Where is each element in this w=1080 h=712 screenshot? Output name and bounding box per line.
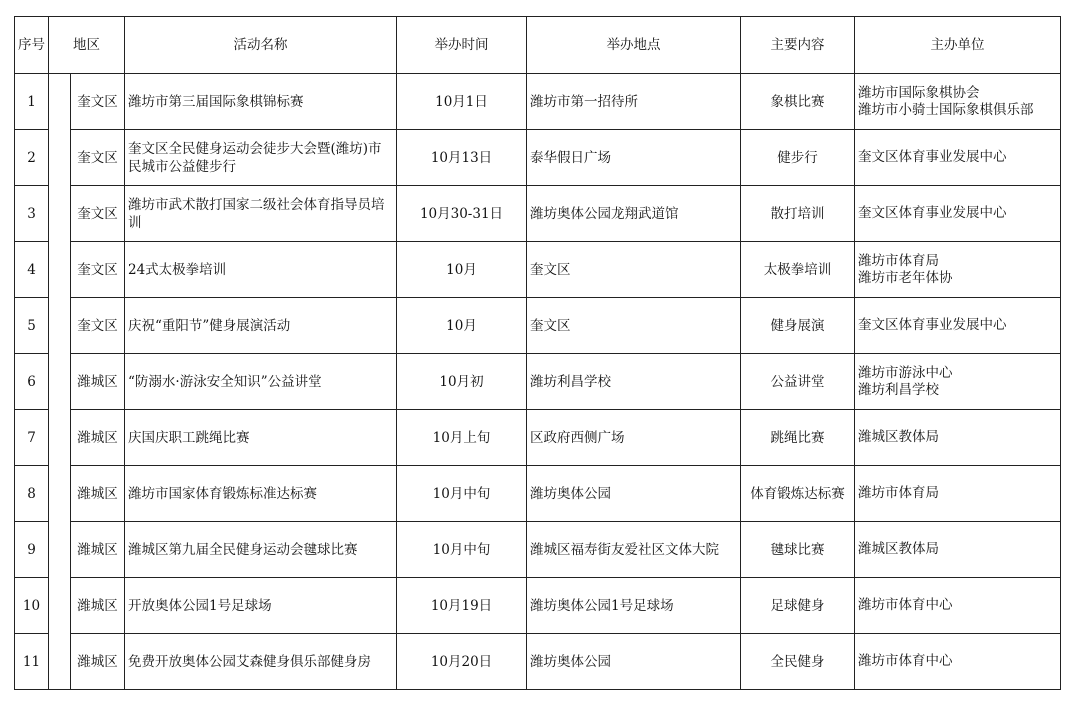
- cell-region: 潍城区: [71, 354, 125, 410]
- table-header-row: [15, 17, 1061, 74]
- header-name: 活动名称: [125, 17, 397, 74]
- cell-activity-name: 潍坊市国家体育锻炼标准达标赛: [125, 466, 397, 522]
- table-row: [15, 466, 1061, 522]
- cell-time: 10月13日: [397, 130, 527, 186]
- cell-content: 公益讲堂: [741, 354, 855, 410]
- activity-schedule-table: [14, 16, 1061, 690]
- cell-indent: [49, 74, 71, 690]
- cell-seq: 10: [15, 578, 49, 634]
- cell-time: 10月: [397, 242, 527, 298]
- cell-activity-name: 24式太极拳培训: [125, 242, 397, 298]
- cell-organizer: 潍坊市体育中心: [855, 578, 1061, 634]
- header-region: 地区: [49, 17, 125, 74]
- cell-content: 健步行: [741, 130, 855, 186]
- cell-activity-name: 免费开放奥体公园艾森健身俱乐部健身房: [125, 634, 397, 690]
- cell-activity-name: 庆国庆职工跳绳比赛: [125, 410, 397, 466]
- table-row: [15, 186, 1061, 242]
- cell-time: 10月: [397, 298, 527, 354]
- cell-activity-name: 潍坊市武术散打国家二级社会体育指导员培训: [125, 186, 397, 242]
- cell-venue: 泰华假日广场: [527, 130, 741, 186]
- cell-region: 奎文区: [71, 298, 125, 354]
- cell-organizer: 潍城区教体局: [855, 522, 1061, 578]
- cell-seq: 5: [15, 298, 49, 354]
- cell-region: 潍城区: [71, 578, 125, 634]
- cell-organizer: 潍坊市体育局: [855, 466, 1061, 522]
- cell-region: 潍城区: [71, 466, 125, 522]
- cell-organizer: 潍坊市体育局 潍坊市老年体协: [855, 242, 1061, 298]
- cell-region: 潍城区: [71, 634, 125, 690]
- cell-time: 10月30-31日: [397, 186, 527, 242]
- table-row: [15, 354, 1061, 410]
- cell-content: 体育锻炼达标赛: [741, 466, 855, 522]
- cell-seq: 9: [15, 522, 49, 578]
- cell-organizer: 奎文区体育事业发展中心: [855, 130, 1061, 186]
- cell-seq: 8: [15, 466, 49, 522]
- cell-venue: 潍坊利昌学校: [527, 354, 741, 410]
- cell-region: 奎文区: [71, 186, 125, 242]
- cell-organizer: 潍坊市体育中心: [855, 634, 1061, 690]
- cell-organizer: 潍坊市游泳中心 潍坊利昌学校: [855, 354, 1061, 410]
- cell-content: 太极拳培训: [741, 242, 855, 298]
- cell-region: 潍城区: [71, 522, 125, 578]
- cell-organizer: 潍城区教体局: [855, 410, 1061, 466]
- cell-activity-name: 奎文区全民健身运动会徒步大会暨(潍坊)市民城市公益健步行: [125, 130, 397, 186]
- cell-content: 足球健身: [741, 578, 855, 634]
- cell-seq: 6: [15, 354, 49, 410]
- cell-seq: 3: [15, 186, 49, 242]
- table-row: [15, 578, 1061, 634]
- cell-seq: 11: [15, 634, 49, 690]
- cell-venue: 奎文区: [527, 298, 741, 354]
- cell-content: 散打培训: [741, 186, 855, 242]
- cell-venue: 区政府西侧广场: [527, 410, 741, 466]
- cell-venue: 潍坊市第一招待所: [527, 74, 741, 130]
- table-row: [15, 130, 1061, 186]
- cell-time: 10月中旬: [397, 522, 527, 578]
- table-row: [15, 242, 1061, 298]
- cell-content: 毽球比赛: [741, 522, 855, 578]
- cell-region: 奎文区: [71, 74, 125, 130]
- cell-activity-name: 潍坊市第三届国际象棋锦标赛: [125, 74, 397, 130]
- cell-time: 10月上旬: [397, 410, 527, 466]
- cell-region: 潍城区: [71, 410, 125, 466]
- cell-region: 奎文区: [71, 242, 125, 298]
- cell-venue: 潍坊奥体公园1号足球场: [527, 578, 741, 634]
- header-venue: 举办地点: [527, 17, 741, 74]
- cell-content: 全民健身: [741, 634, 855, 690]
- cell-organizer: 奎文区体育事业发展中心: [855, 186, 1061, 242]
- cell-time: 10月初: [397, 354, 527, 410]
- cell-seq: 4: [15, 242, 49, 298]
- header-content: 主要内容: [741, 17, 855, 74]
- cell-venue: 潍坊奥体公园: [527, 466, 741, 522]
- cell-time: 10月中旬: [397, 466, 527, 522]
- cell-seq: 2: [15, 130, 49, 186]
- cell-activity-name: 潍城区第九届全民健身运动会毽球比赛: [125, 522, 397, 578]
- cell-activity-name: 开放奥体公园1号足球场: [125, 578, 397, 634]
- cell-time: 10月1日: [397, 74, 527, 130]
- cell-seq: 1: [15, 74, 49, 130]
- table-row: [15, 634, 1061, 690]
- cell-time: 10月19日: [397, 578, 527, 634]
- header-time: 举办时间: [397, 17, 527, 74]
- cell-organizer: 奎文区体育事业发展中心: [855, 298, 1061, 354]
- cell-venue: 奎文区: [527, 242, 741, 298]
- table-row: [15, 522, 1061, 578]
- cell-seq: 7: [15, 410, 49, 466]
- cell-content: 象棋比赛: [741, 74, 855, 130]
- cell-venue: 潍城区福寿街友爱社区文体大院: [527, 522, 741, 578]
- cell-content: 健身展演: [741, 298, 855, 354]
- cell-time: 10月20日: [397, 634, 527, 690]
- table-row: [15, 410, 1061, 466]
- header-organizer: 主办单位: [855, 17, 1061, 74]
- cell-activity-name: “防溺水·游泳安全知识”公益讲堂: [125, 354, 397, 410]
- table-row: [15, 298, 1061, 354]
- table-row: [15, 74, 1061, 130]
- cell-region: 奎文区: [71, 130, 125, 186]
- cell-organizer: 潍坊市国际象棋协会 潍坊市小骑士国际象棋俱乐部: [855, 74, 1061, 130]
- header-seq: 序号: [15, 17, 49, 74]
- cell-venue: 潍坊奥体公园: [527, 634, 741, 690]
- cell-content: 跳绳比赛: [741, 410, 855, 466]
- cell-activity-name: 庆祝“重阳节”健身展演活动: [125, 298, 397, 354]
- schedule-table-container: [14, 16, 1061, 690]
- cell-venue: 潍坊奥体公园龙翔武道馆: [527, 186, 741, 242]
